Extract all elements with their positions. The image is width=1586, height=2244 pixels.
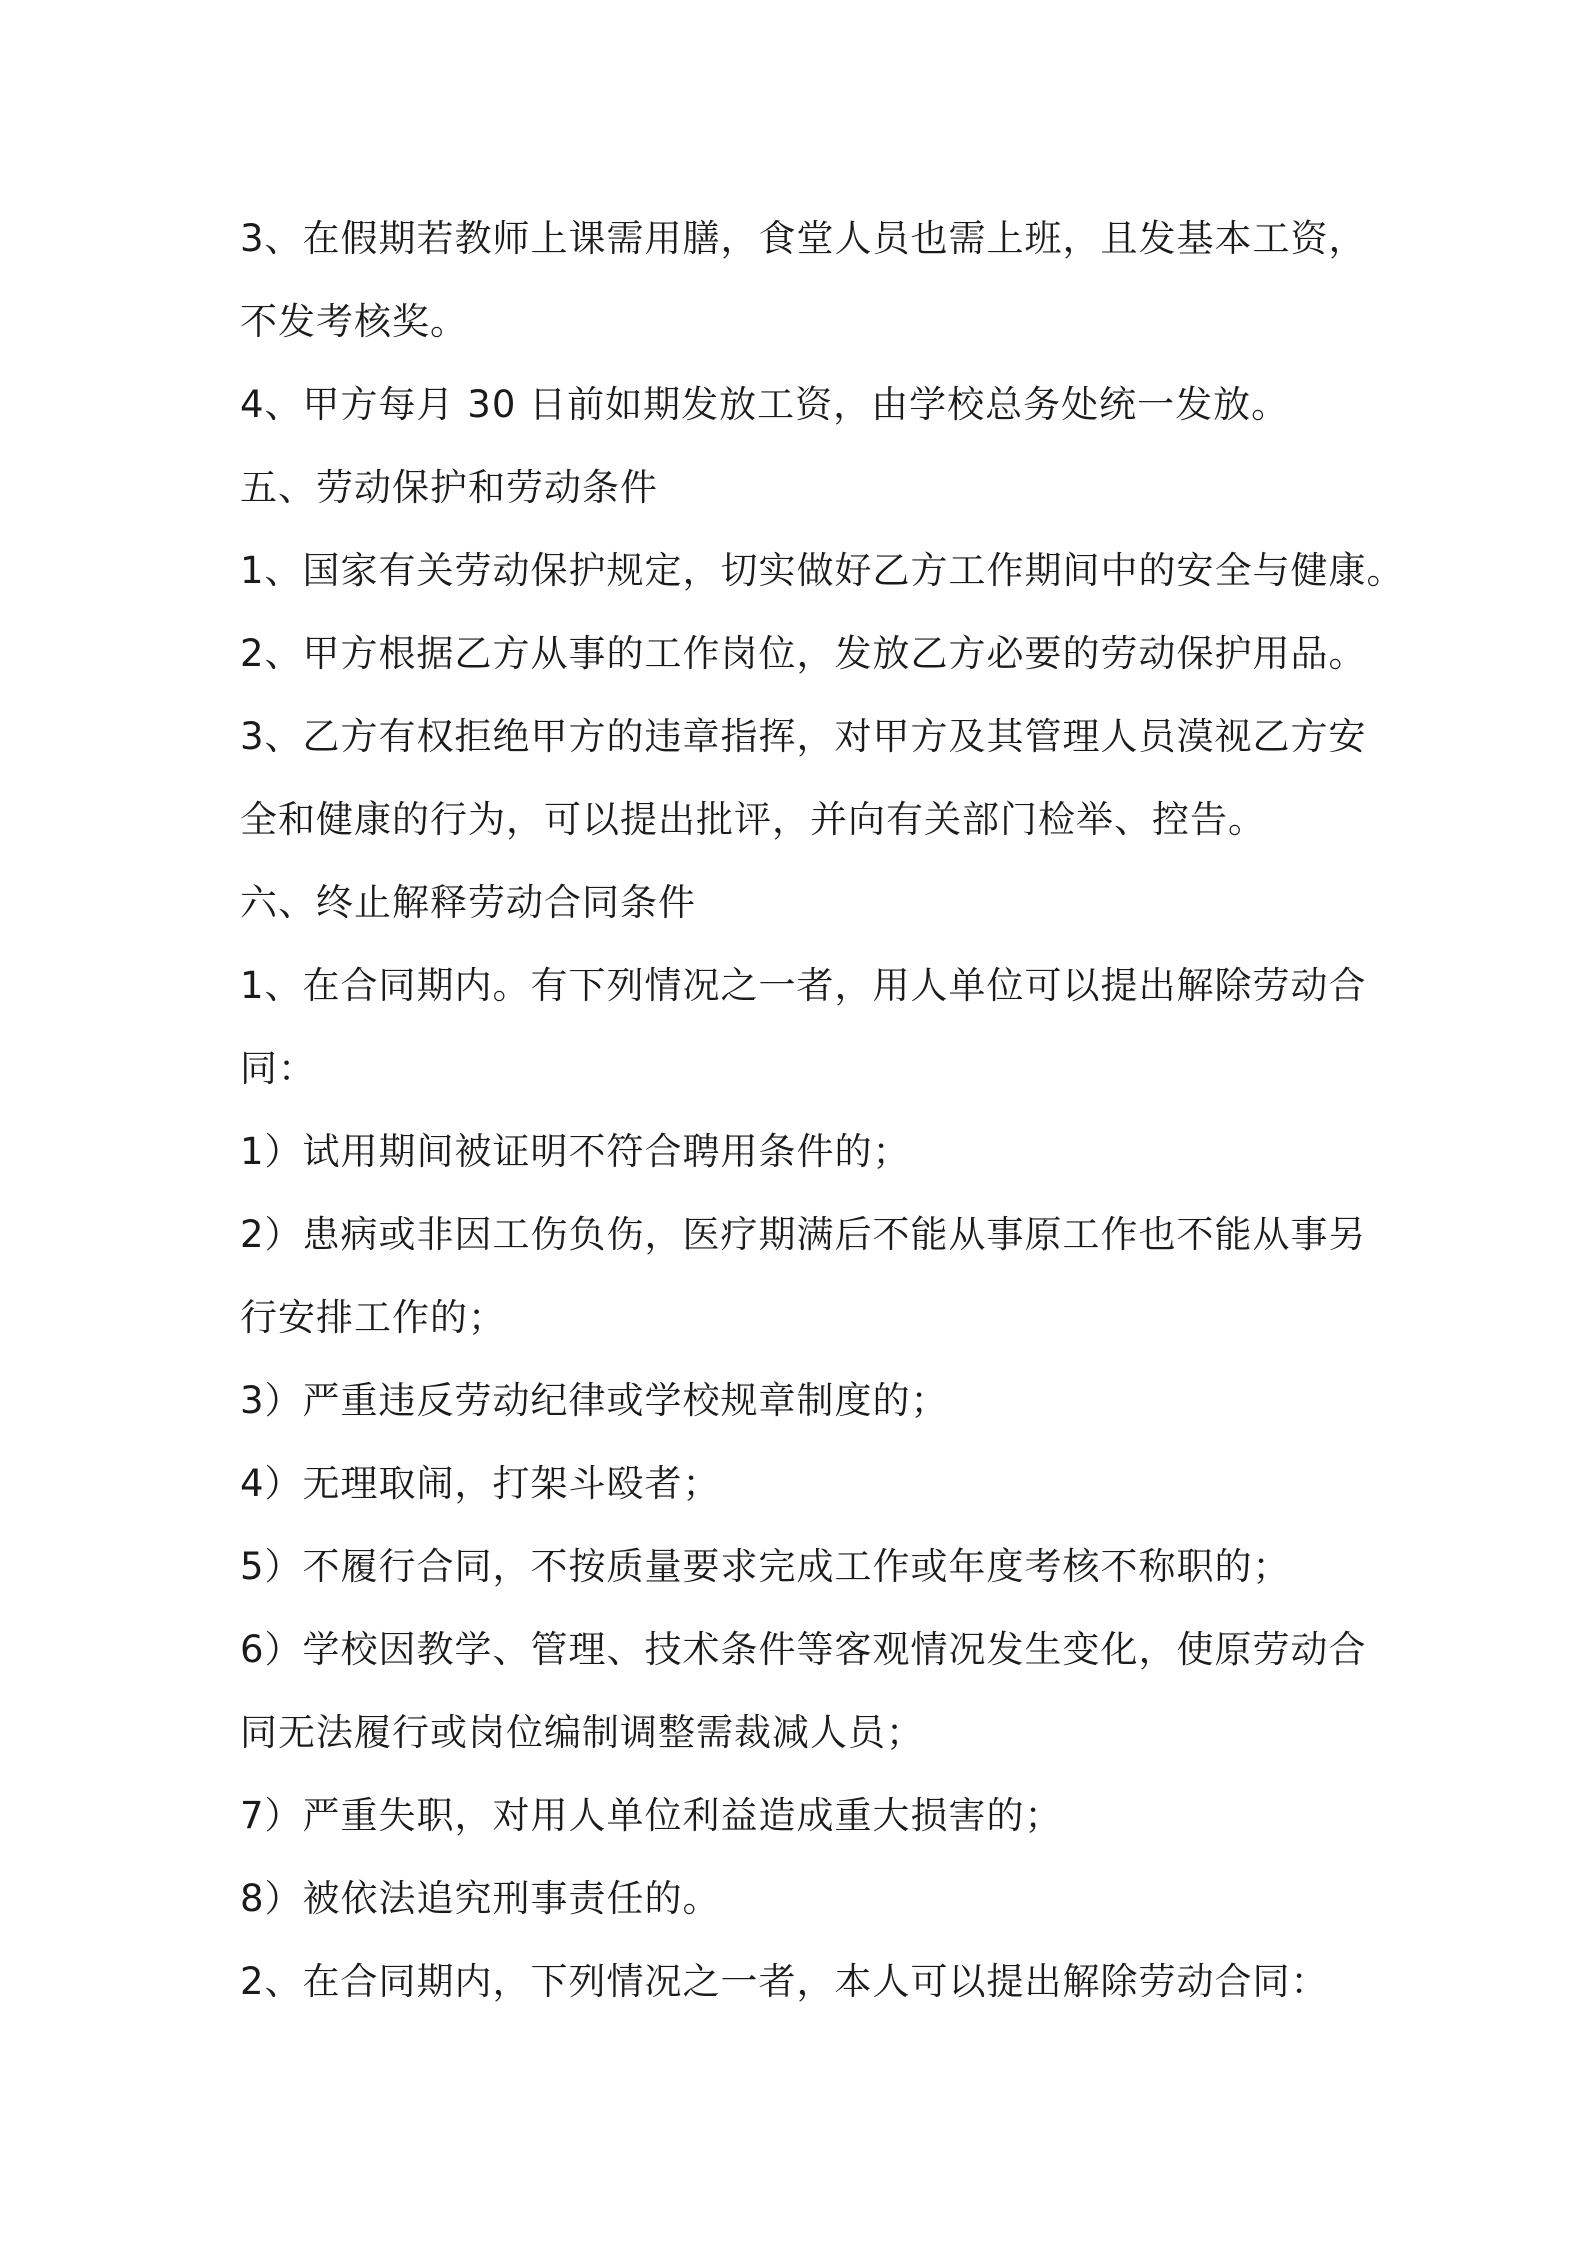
text-line: 不发考核奖。 — [240, 300, 468, 343]
text-line: 1、国家有关劳动保护规定，切实做好乙方工作期间中的安全与健康。 — [240, 549, 1405, 592]
section-heading-labor-protection: 五、劳动保护和劳动条件 — [240, 466, 658, 509]
list-item: 3）严重违反劳动纪律或学校规章制度的； — [240, 1379, 949, 1422]
text-line: 同无法履行或岗位编制调整需裁减人员； — [240, 1711, 924, 1754]
text-line: 行安排工作的； — [240, 1296, 506, 1339]
list-item: 6）学校因教学、管理、技术条件等客观情况发生变化，使原劳动合 — [240, 1628, 1367, 1671]
text-line: 2、甲方根据乙方从事的工作岗位，发放乙方必要的劳动保护用品。 — [240, 632, 1367, 675]
text-line: 1、在合同期内。有下列情况之一者，用人单位可以提出解除劳动合 — [240, 964, 1367, 1007]
text-line: 同： — [240, 1047, 316, 1090]
list-item: 1）试用期间被证明不符合聘用条件的； — [240, 1130, 911, 1173]
text-line: 3、在假期若教师上课需用膳，食堂人员也需上班，且发基本工资， — [240, 217, 1367, 260]
document-body — [240, 197, 1405, 2023]
section-heading-contract-termination: 六、终止解释劳动合同条件 — [240, 881, 696, 924]
list-item: 4）无理取闹，打架斗殴者； — [240, 1462, 721, 1505]
text-line: 3、乙方有权拒绝甲方的违章指挥，对甲方及其管理人员漠视乙方安 — [240, 715, 1367, 758]
list-item: 2）患病或非因工伤负伤，医疗期满后不能从事原工作也不能从事另 — [240, 1213, 1367, 1256]
list-item: 5）不履行合同，不按质量要求完成工作或年度考核不称职的； — [240, 1545, 1291, 1588]
text-line: 4、甲方每月 30 日前如期发放工资，由学校总务处统一发放。 — [240, 383, 1290, 426]
text-line: 全和健康的行为，可以提出批评，并向有关部门检举、控告。 — [240, 798, 1266, 841]
list-item: 8）被依法追究刑事责任的。 — [240, 1877, 721, 1920]
list-item: 7）严重失职，对用人单位利益造成重大损害的； — [240, 1794, 1063, 1837]
text-line: 2、在合同期内，下列情况之一者，本人可以提出解除劳动合同： — [240, 1960, 1329, 2003]
